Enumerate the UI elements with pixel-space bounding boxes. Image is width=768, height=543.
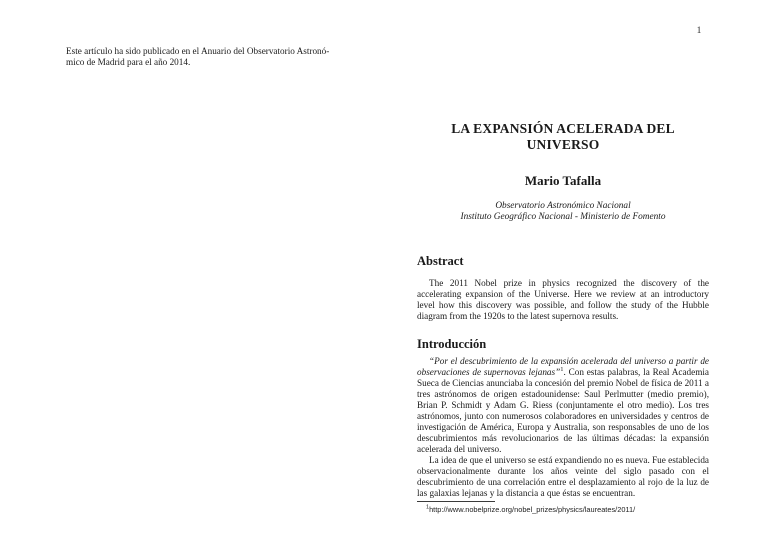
introduction-heading: Introducción (417, 337, 487, 351)
publication-note-line2: mico de Madrid para el año 2014. (66, 57, 191, 68)
intro-paragraph-2: La idea de que el universo se está expandiendo no es nueva. Fue establecida observacionalmente durante los años veinte del siglo pasado con el descubrimiento de una correlación entre el desplazamiento al rojo de la luz de las galaxias lejanas y la distancia a que éstas se encuentran. (417, 455, 709, 498)
introduction-body (417, 356, 709, 499)
intro-paragraph-1-rest: . Con estas palabras, la Real Academia Sueca de Ciencias anunciaba la concesión del premio Nobel de física de 2011 a tres astrónomos de origen estadounidense: Saul Perlmutter (medio premio), Brian P. Schmidt y Adam G. Riess (conjuntamente el otro medio). Los tres astrónomos, junto con numerosos colaboradores en universidades y centros de investigación de América, Europa y Australia, son responsables de uno de los descubrimientos más revolucionarios de las últimas décadas: la expansión acelerada del universo. (417, 367, 710, 454)
affiliation (417, 201, 709, 223)
footnote-marker: 1 (426, 504, 430, 511)
intro-opening-quote: “Por el descubrimiento de la expansión acelerada del universo a partir de observaciones de supernovas lejanas” (417, 356, 709, 377)
footnote-url: http://www.nobelprize.org/nobel_prizes/physics/laureates/2011/ (429, 505, 636, 514)
footnote-rule (417, 501, 495, 502)
footnote-reference-marker: 1 (560, 365, 564, 373)
affiliation-line1: Observatorio Astronómico Nacional (495, 201, 631, 211)
publication-note-line1: Este artículo ha sido publicado en el Anuario del Observatorio Astronó- (66, 46, 330, 56)
abstract-text: The 2011 Nobel prize in physics recognized the discovery of the accelerating expansion of the Universe. Here we review at an introductory level how this discovery was possible, and follow the study of the Hubble diagram from the 1920s to the latest supernova results. (417, 278, 709, 321)
affiliation-line2: Instituto Geográfico Nacional - Ministerio de Fomento (460, 212, 666, 222)
author-name: Mario Tafalla (524, 173, 602, 188)
publication-note (66, 46, 362, 69)
article-title: LA EXPANSIÓN ACELERADA DEL UNIVERSO (451, 121, 675, 152)
footnote-block (417, 501, 709, 514)
footnote (417, 505, 709, 514)
abstract-heading: Abstract (417, 254, 464, 268)
page-number: 1 (696, 26, 702, 36)
intro-paragraph-1 (417, 356, 709, 455)
